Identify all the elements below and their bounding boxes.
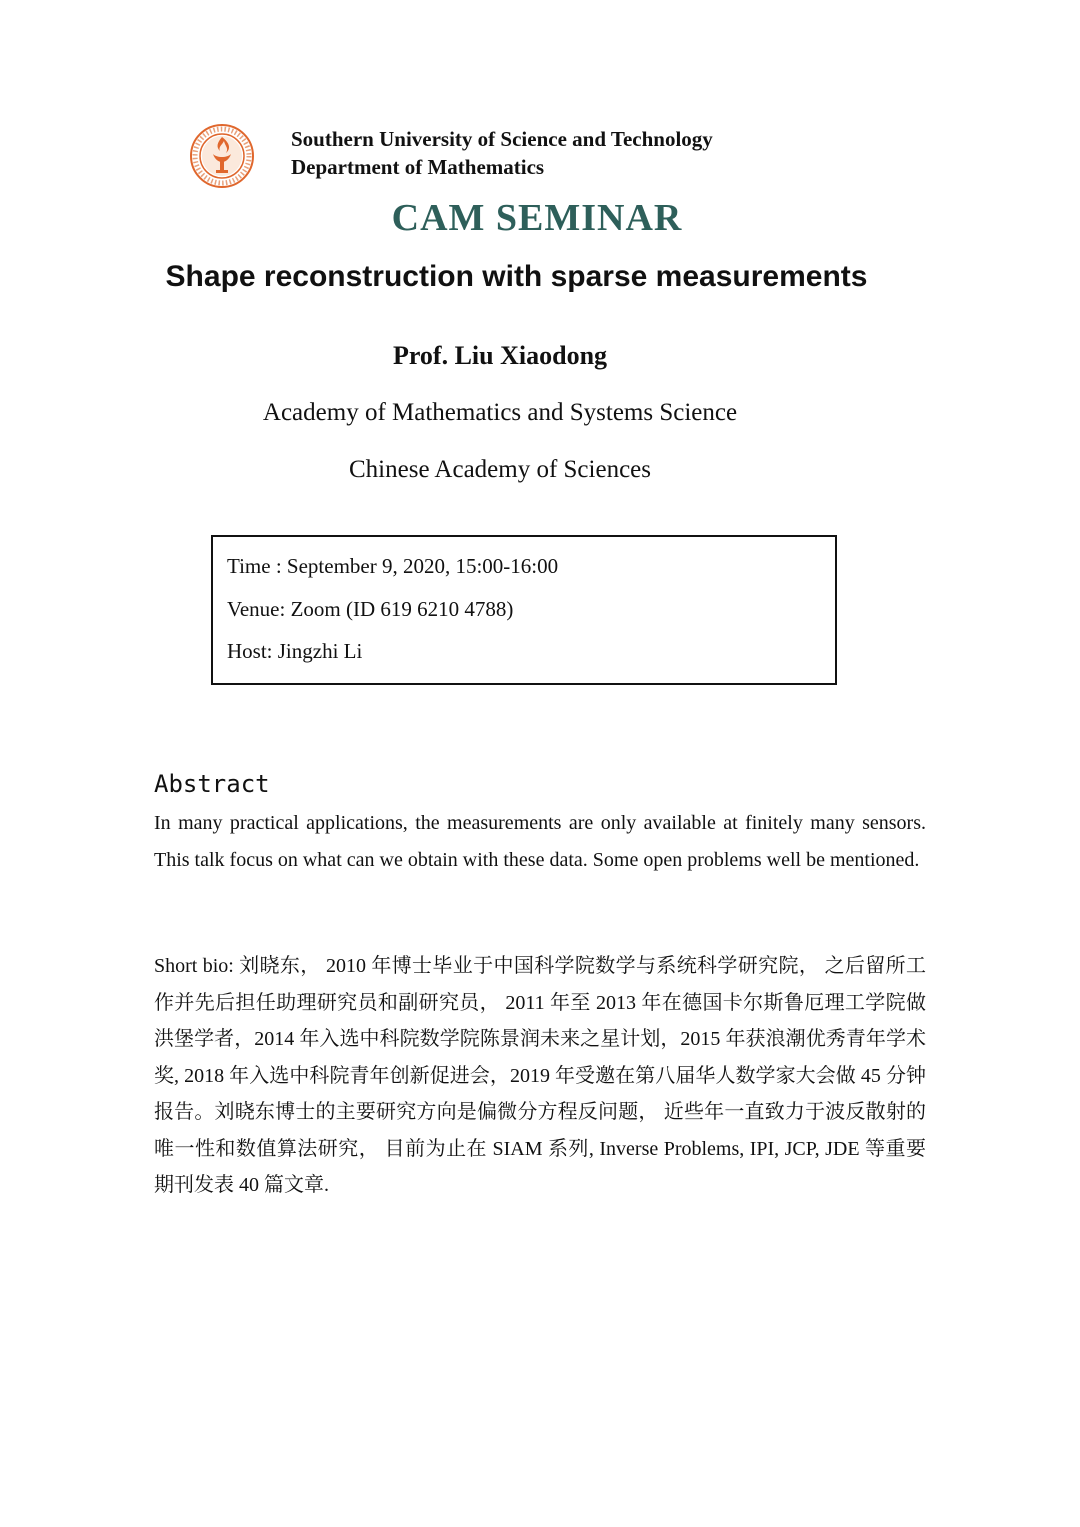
event-time: Time : September 9, 2020, 15:00-16:00 — [227, 554, 559, 578]
department-name: Department of Mathematics — [291, 155, 545, 179]
speaker-affiliation-1: Academy of Mathematics and Systems Science — [262, 399, 738, 426]
talk-title: Shape reconstruction with sparse measurements — [165, 260, 868, 293]
abstract-text: In many practical applications, the measurements are only available at finitely many sensors. This talk focus on what can we obtain with these data. Some open problems well be mentioned. — [154, 812, 926, 871]
event-details-box — [211, 535, 837, 685]
speaker-name: Prof. Liu Xiaodong — [392, 341, 608, 370]
short-bio: Short bio: 刘晓东， 2010 年博士毕业于中国科学院数学与系统科学研究院， 之后留所工作并先后担任助理研究员和副研究员， 2011 年至 2013 年在德国卡尔斯鲁厄理工学院做洪堡学者，2014 年入选中科院数学院陈景润未来之星计划，2015 年获浪潮优秀青年学术奖, 2018 年入选中科院青年创新促进会，2019 年受邀在第八届华人数学家大会做 45 分钟报告。刘晓东博士的主要研究方向是偏微分方程反问题， 近些年一直致力于波反散射的唯一性和数值算法研究， 目前为止在 SIAM 系列, Inverse Problems, IPI, JCP, JDE 等重要期刊发表 40 篇文章. — [154, 955, 926, 1196]
university-name: Southern University of Science and Technology — [291, 127, 713, 151]
event-host: Host: Jingzhi Li — [227, 639, 363, 663]
university-seal-icon — [189, 123, 255, 189]
university-logo — [189, 123, 255, 189]
speaker-affiliation-2: Chinese Academy of Sciences — [349, 456, 651, 483]
abstract-heading: Abstract — [154, 770, 270, 798]
seminar-title — [0, 194, 1080, 242]
seminar-title-text: CAM SEMINAR — [391, 197, 683, 239]
event-venue: Venue: Zoom (ID 619 6210 4788) — [227, 597, 514, 621]
